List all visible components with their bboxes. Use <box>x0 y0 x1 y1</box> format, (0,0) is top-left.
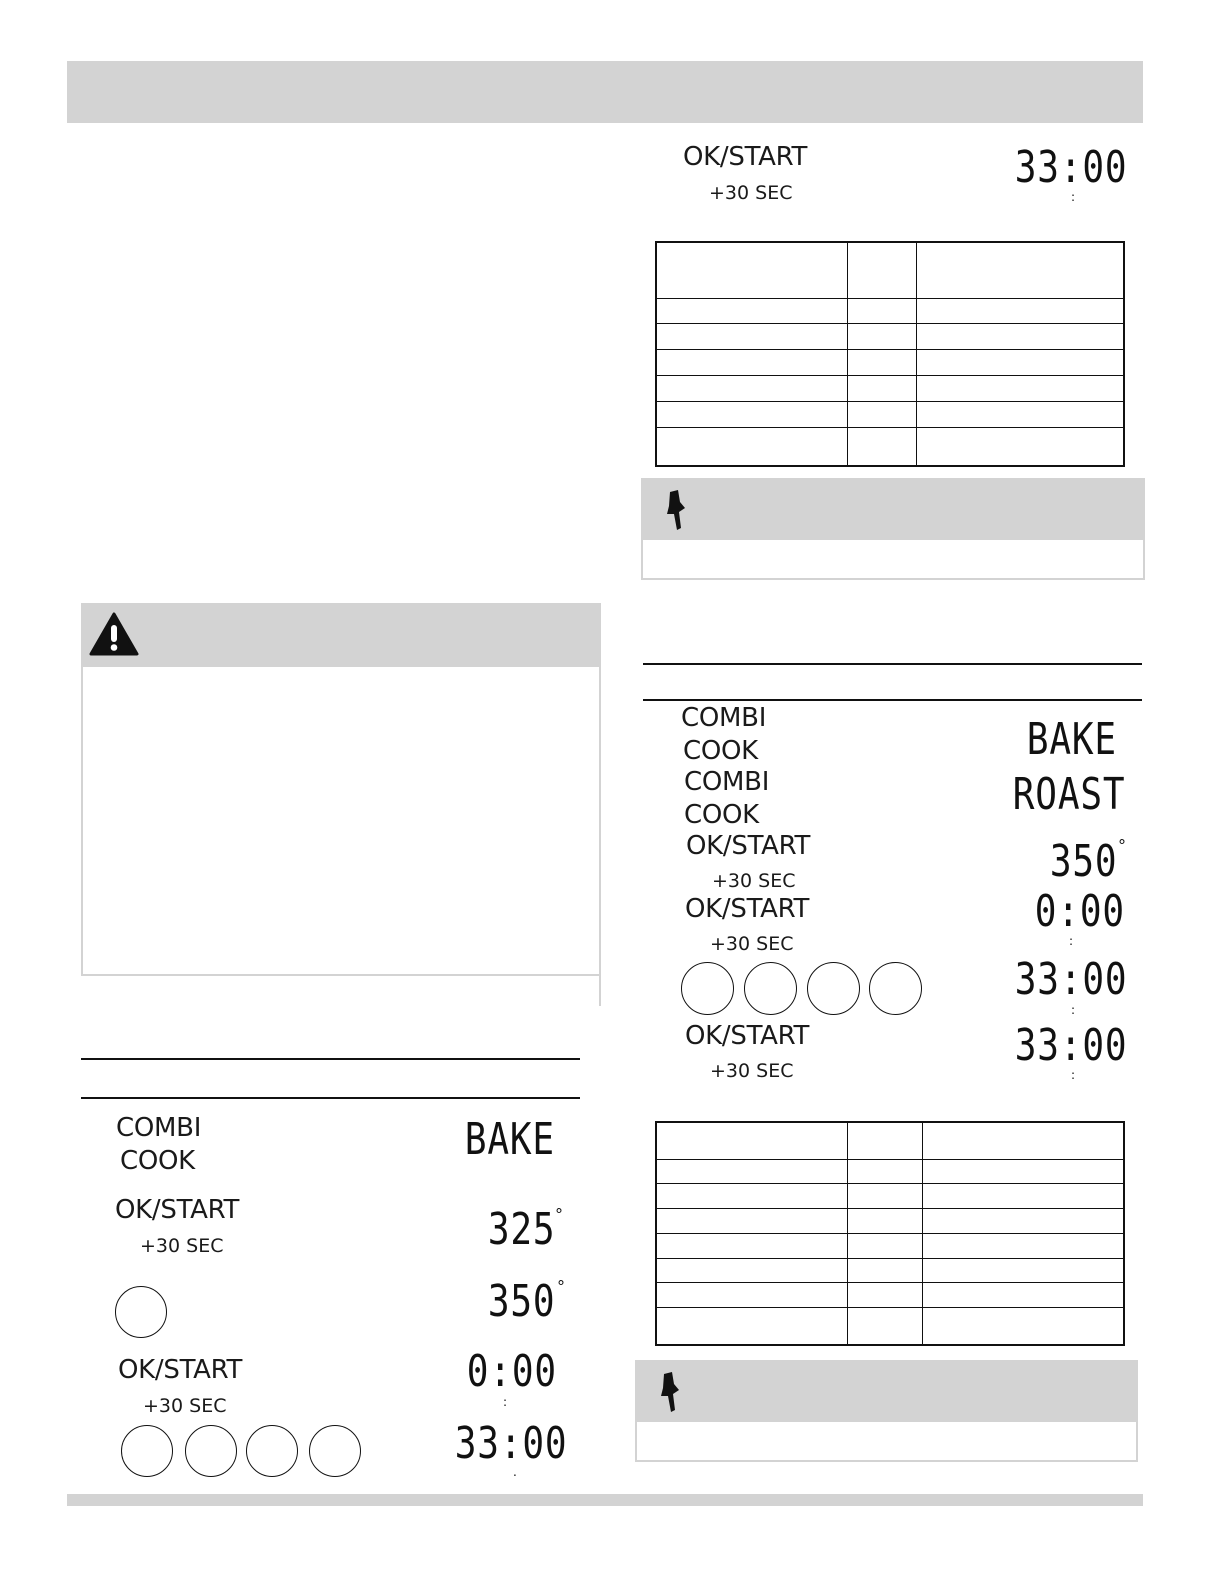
note-header <box>641 478 1145 540</box>
plus-30-sec-label: +30 SEC <box>710 933 794 955</box>
lcd-display-roast: ROAST <box>1012 769 1125 820</box>
lcd-display-time: 0:00 <box>466 1346 557 1397</box>
warning-header <box>81 603 601 667</box>
section-rule-top <box>81 1058 580 1060</box>
lcd-display-bake: BAKE <box>1026 714 1117 765</box>
plus-30-sec-label: +30 SEC <box>140 1235 224 1257</box>
cooking-table-bottom <box>655 1121 1125 1346</box>
ok-start-button-label[interactable]: OK/START <box>685 1021 810 1051</box>
keypad-button[interactable] <box>807 962 860 1015</box>
keypad-button[interactable] <box>681 962 734 1015</box>
lcd-display-temp: 325 <box>487 1204 555 1255</box>
combi-cook-button-line1[interactable]: COMBI <box>116 1113 202 1143</box>
lcd-colon-indicator: . <box>513 1465 517 1479</box>
degree-symbol: ° <box>555 1205 563 1224</box>
ok-start-button-label[interactable]: OK/START <box>685 894 810 924</box>
note-header <box>635 1360 1138 1422</box>
lcd-display-time: 33:00 <box>1014 1020 1127 1071</box>
section-rule-bottom <box>643 699 1142 701</box>
lcd-display-time: 33:00 <box>1014 954 1127 1005</box>
ok-start-button-label[interactable]: OK/START <box>118 1355 243 1385</box>
keypad-button[interactable] <box>309 1425 361 1477</box>
combi-cook-button-line2[interactable]: COOK <box>684 800 759 830</box>
lcd-colon-indicator: : <box>1071 190 1076 204</box>
lcd-colon-indicator: : <box>503 1395 508 1409</box>
lcd-display-bake: BAKE <box>464 1114 555 1165</box>
header-band <box>67 61 1143 123</box>
ok-start-button-label[interactable]: OK/START <box>683 142 808 172</box>
warning-right-border-extension <box>599 976 601 1006</box>
ok-start-button-label[interactable]: OK/START <box>686 831 811 861</box>
degree-symbol: ° <box>557 1277 565 1296</box>
lcd-display-temp: 350 <box>487 1276 555 1327</box>
keypad-button[interactable] <box>246 1425 298 1477</box>
plus-30-sec-label: +30 SEC <box>143 1395 227 1417</box>
footer-band <box>67 1494 1143 1506</box>
lcd-colon-indicator: : <box>1069 934 1074 948</box>
keypad-button[interactable] <box>744 962 797 1015</box>
combi-cook-button-line1[interactable]: COMBI <box>681 703 767 733</box>
section-rule-bottom <box>81 1097 580 1099</box>
cooking-table-top <box>655 241 1125 467</box>
plus-30-sec-label: +30 SEC <box>710 1060 794 1082</box>
keypad-button[interactable] <box>115 1286 167 1338</box>
ok-start-button-label[interactable]: OK/START <box>115 1195 240 1225</box>
plus-30-sec-label: +30 SEC <box>709 182 793 204</box>
note-body <box>641 540 1145 580</box>
degree-symbol: ° <box>1118 836 1126 855</box>
combi-cook-button-line1[interactable]: COMBI <box>684 767 770 797</box>
lcd-display-time: 33:00 <box>1014 142 1127 193</box>
keypad-button[interactable] <box>121 1425 173 1477</box>
pushpin-icon <box>661 488 691 532</box>
pushpin-icon <box>655 1370 685 1414</box>
lcd-display-temp: 350 <box>1049 836 1117 887</box>
warning-triangle-icon <box>89 612 139 656</box>
keypad-button[interactable] <box>869 962 922 1015</box>
keypad-button[interactable] <box>185 1425 237 1477</box>
lcd-display-time: 0:00 <box>1034 886 1125 937</box>
lcd-colon-indicator: : <box>1071 1068 1076 1082</box>
lcd-display-time: 33:00 <box>454 1418 567 1469</box>
warning-body <box>81 667 601 976</box>
combi-cook-button-line2[interactable]: COOK <box>683 736 758 766</box>
lcd-colon-indicator: : <box>1071 1003 1076 1017</box>
plus-30-sec-label: +30 SEC <box>712 870 796 892</box>
note-body <box>635 1422 1138 1462</box>
combi-cook-button-line2[interactable]: COOK <box>120 1146 195 1176</box>
section-rule-top <box>643 663 1142 665</box>
